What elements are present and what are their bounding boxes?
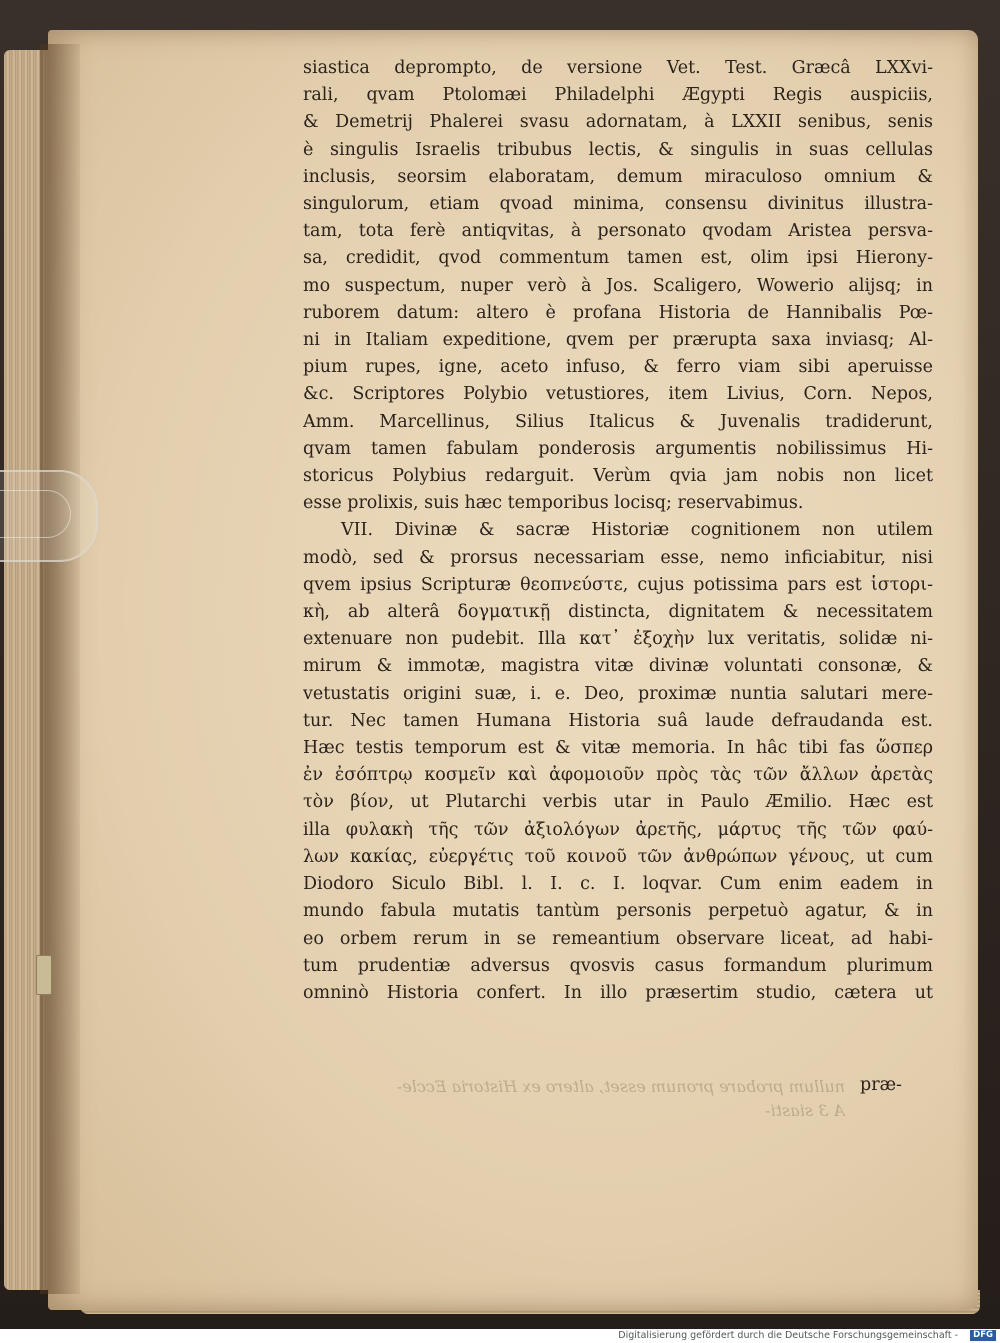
text-line: modò, sed & prorsus necessariam esse, nemo inficiabitur, nisi: [303, 547, 933, 568]
text-line: è singulis Israelis tribubus lectis, & singulis in suas cellulas: [303, 139, 933, 160]
text-line: sa, credidit, qvod commentum tamen est, olim ipsi Hierony-: [303, 248, 933, 269]
text-line: extenuare non pudebit. Illa κατ᾽ ἐξοχὴν lux veritatis, solidæ ni-: [303, 629, 933, 650]
text-line: inclusis, seorsim elaboratam, demum miraculoso omnium &: [303, 166, 933, 187]
text-line: Hæc testis temporum est & vitæ memoria. In hâc tibi fas ὥσπερ: [303, 738, 933, 759]
text-line: singulorum, etiam qvoad minima, consensu divinitus illustra-: [303, 194, 933, 215]
text-line: qvem ipsius Scripturæ θεοπνεύστε, cujus potissima pars est ἱστορι-: [303, 574, 933, 595]
text-line: &c. Scriptores Polybio vetustiores, item Livius, Corn. Nepos,: [303, 384, 933, 405]
text-line: tam, tota ferè antiqvitas, à personato qvodam Aristea persva-: [303, 221, 933, 242]
show-through-line: nullum probare pronum esset, altero ex Historia Eccle-: [396, 1077, 845, 1096]
dfg-logo: DFG: [970, 1330, 996, 1341]
text-line: ruborem datum: altero è profana Historia de Hannibalis Pœ-: [303, 302, 933, 323]
text-line: ἐν ἐσόπτρῳ κοσμεῖν καὶ ἀφομοιοῦν πρὸς τὰς τῶν ἄλλων ἀρετὰς: [303, 765, 933, 786]
spine-shadow: [40, 44, 80, 1294]
text-line: rali, qvam Ptolomæi Philadelphi Ægypti Regis auspiciis,: [303, 85, 933, 106]
text-line: vetustatis origini suæ, i. e. Deo, proximæ nuntia salutari mere-: [303, 683, 933, 704]
text-line: mo suspectum, nuper verò à Jos. Scaligero, Wowerio alijsq; in: [303, 275, 933, 296]
text-line: pium rupes, igne, aceto infuso, & ferro viam sibi aperuisse: [303, 357, 933, 378]
show-through-line: A 3 siasti-: [765, 1101, 845, 1120]
catchword: præ-: [860, 1075, 902, 1095]
text-line: & Demetrij Phalerei svasu adornatam, à LXXII senibus, senis: [303, 112, 933, 133]
page-tab-marker: [36, 955, 52, 995]
digitization-credit: Digitalisierung gefördert durch die Deutsche Forschungsgemeinschaft -: [618, 1330, 958, 1341]
text-line: Amm. Marcellinus, Silius Italicus & Juvenalis tradiderunt,: [303, 411, 933, 432]
text-line: ni in Italiam expeditione, qvem per prærupta saxa inviasq; Al-: [303, 330, 933, 351]
text-line: siastica deprompto, de versione Vet. Test. Græcâ LXXvi-: [303, 58, 933, 78]
section-heading-line: VII. Divinæ & sacræ Historiæ cognitionem non utilem: [341, 520, 933, 541]
paper-clip-marker-inner: [0, 490, 71, 538]
text-line: qvam tamen fabulam ponderosis argumentis nobilissimus Hi-: [303, 438, 933, 459]
text-line: eo orbem rerum in se remeantium observare liceat, ad habi-: [303, 928, 933, 949]
text-line: esse prolixis, suis hæc temporibus locisq; reservabimus.: [303, 493, 804, 514]
text-line: storicus Polybius redarguit. Verùm qvia jam nobis non licet: [303, 466, 933, 487]
text-line: mundo fabula mutatis tantùm personis perpetuò agatur, & in: [303, 901, 933, 922]
text-line: mirum & immotæ, magistra vitæ divinæ voluntati consonæ, &: [303, 656, 933, 677]
text-line: τὸν βίον, ut Plutarchi verbis utar in Paulo Æmilio. Hæc est: [303, 792, 933, 813]
page-body-text: [303, 55, 933, 1007]
show-through-text: [285, 1075, 845, 1123]
text-line: Diodoro Siculo Bibl. l. I. c. I. loqvar. Cum enim eadem in: [303, 874, 933, 895]
text-line: tum prudentiæ adversus qvosvis casus formandum plurimum: [303, 955, 933, 976]
text-line: κὴ, ab alterâ δογματικῇ distincta, dignitatem & necessitatem: [303, 602, 933, 623]
text-line: λων κακίας, εὐεργέτις τοῦ κοινοῦ τῶν ἀνθρώπων γένους, ut cum: [303, 846, 933, 867]
text-line: omninò Historia confert. In illo præsertim studio, cætera ut: [303, 982, 933, 1003]
text-line: illa φυλακὴ τῆς τῶν ἀξιολόγων ἀρετῆς, μάρτυς τῆς τῶν φαύ-: [303, 819, 933, 840]
text-line: tur. Nec tamen Humana Historia suâ laude defraudanda est.: [303, 710, 933, 731]
